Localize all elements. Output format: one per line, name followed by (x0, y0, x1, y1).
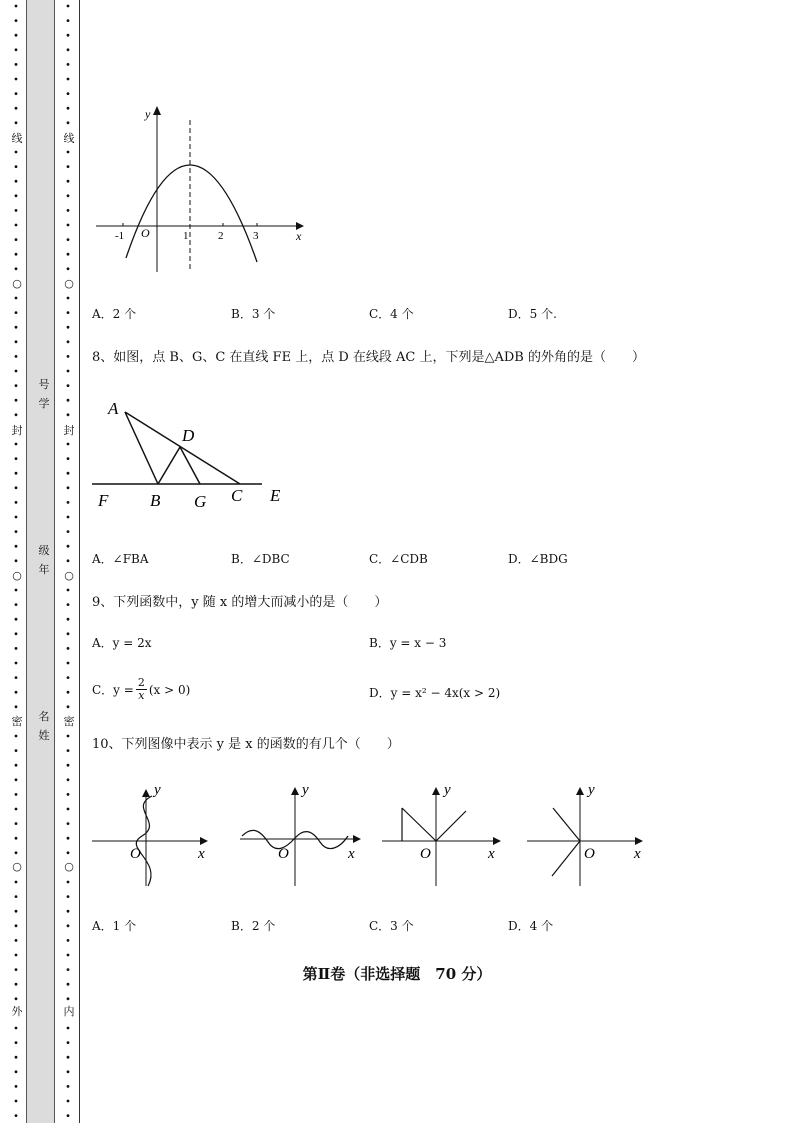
binding-dot (15, 107, 18, 110)
binding-dot (67, 63, 70, 66)
binding-dot (67, 1085, 70, 1088)
seal-mark-right-4: 内 (63, 1005, 75, 1018)
q10-graphs (90, 778, 650, 893)
binding-dot (67, 34, 70, 37)
binding-dot (67, 165, 70, 168)
binding-dot (67, 19, 70, 22)
binding-dot (67, 78, 70, 81)
binding-dot (67, 107, 70, 110)
q10-option-c: C．3 个 (369, 919, 414, 933)
binding-dot (15, 19, 18, 22)
binding-dot (15, 910, 18, 913)
field-char: 学 (38, 397, 50, 410)
binding-dot (15, 267, 18, 270)
field-char: 号 (38, 378, 50, 391)
point-label-e: E (270, 486, 281, 505)
binding-dot (67, 92, 70, 95)
binding-dot (15, 486, 18, 489)
point-label-f: F (98, 491, 109, 510)
binding-dot (67, 326, 70, 329)
binding-dot (15, 822, 18, 825)
q8-triangle-figure (92, 395, 302, 515)
binding-dot (15, 355, 18, 358)
binding-dot (67, 676, 70, 679)
seal-mark-left-3: 密 (11, 715, 23, 728)
binding-dot (67, 501, 70, 504)
binding-dot (15, 340, 18, 343)
graph-2 (240, 782, 361, 886)
binding-dot (67, 632, 70, 635)
binding-dot (67, 881, 70, 884)
binding-dot (15, 151, 18, 154)
binding-dot (15, 924, 18, 927)
binding-dot (67, 399, 70, 402)
binding-dot (15, 457, 18, 460)
field-char: 姓 (38, 729, 50, 742)
binding-dot (67, 121, 70, 124)
tick-label: -1 (115, 230, 125, 242)
binding-dot (15, 5, 18, 8)
circle-mark: ○ (62, 860, 76, 873)
binding-dot (15, 647, 18, 650)
binding-dot (15, 589, 18, 592)
binding-dot (15, 121, 18, 124)
binding-dot (67, 209, 70, 212)
binding-dot (15, 705, 18, 708)
binding-dot (67, 822, 70, 825)
binding-dot (15, 530, 18, 533)
binding-dot (67, 589, 70, 592)
q7-option-d: D．5 个. (508, 307, 557, 321)
binding-dot (67, 472, 70, 475)
binding-dot (15, 691, 18, 694)
q7-option-a: A．2 个 (92, 307, 137, 321)
binding-dot (15, 311, 18, 314)
binding-dot (67, 370, 70, 373)
q7-option-b: B．3 个 (231, 307, 276, 321)
origin-label: O (141, 226, 150, 240)
binding-dot (15, 370, 18, 373)
field-char: 年 (38, 563, 50, 576)
q8-question: 8、如图，点 B、G、C 在直线 FE 上，点 D 在线段 AC 上，下列是△ADB 的外角的是（ ） (92, 350, 645, 365)
binding-dot (67, 457, 70, 460)
binding-dot (67, 297, 70, 300)
binding-dot (67, 238, 70, 241)
seal-mark-right-2: 封 (63, 424, 75, 437)
binding-dot (15, 209, 18, 212)
binding-dot (15, 808, 18, 811)
binding-dot (15, 559, 18, 562)
binding-dot (67, 895, 70, 898)
binding-dot (67, 355, 70, 358)
q7-option-c: C．4 个 (369, 307, 414, 321)
binding-dot (67, 647, 70, 650)
binding-dot (15, 764, 18, 767)
binding-dot (67, 151, 70, 154)
binding-dot (15, 34, 18, 37)
graph-4 (527, 782, 643, 886)
circle-mark: ○ (62, 277, 76, 290)
seal-mark-left-1: 线 (11, 132, 23, 145)
binding-dot (67, 194, 70, 197)
binding-dot (15, 224, 18, 227)
q7-parabola-figure (92, 100, 312, 285)
o-label: O (584, 846, 595, 862)
field-char: 级 (38, 544, 50, 557)
point-label-b: B (150, 491, 161, 510)
binding-dot (67, 837, 70, 840)
q10-option-d: D．4 个 (508, 919, 554, 933)
binding-dot (67, 1070, 70, 1073)
binding-dot (15, 749, 18, 752)
seal-mark-left-4: 外 (11, 1005, 23, 1018)
fraction-numerator: 2 (137, 676, 145, 689)
binding-dot (15, 662, 18, 665)
binding-dot (15, 384, 18, 387)
binding-dot (67, 662, 70, 665)
q8-option-b: B．∠DBC (231, 552, 290, 566)
binding-dot (15, 501, 18, 504)
point-label-d: D (182, 426, 195, 445)
binding-dot (15, 78, 18, 81)
binding-dot (15, 603, 18, 606)
q9-option-a: A．y = 2x (92, 636, 152, 650)
binding-dot (67, 340, 70, 343)
binding-dot (67, 267, 70, 270)
binding-dot (15, 63, 18, 66)
binding-dot (67, 5, 70, 8)
binding-dot (67, 749, 70, 752)
binding-dot (15, 837, 18, 840)
binding-dot (15, 881, 18, 884)
x-label: x (488, 846, 495, 862)
y-label: y (444, 782, 451, 798)
binding-dot (67, 224, 70, 227)
binding-dot (15, 399, 18, 402)
binding-dot (15, 92, 18, 95)
binding-dot (67, 618, 70, 621)
q9-option-c-condition: (x > 0) (148, 682, 191, 697)
fraction-denominator: x (138, 689, 145, 702)
fraction (136, 677, 147, 702)
binding-dot (67, 603, 70, 606)
circle-mark: ○ (10, 569, 24, 582)
binding-dot (67, 778, 70, 781)
binding-dot (15, 1056, 18, 1059)
binding-dot (15, 238, 18, 241)
section-title: 第Ⅱ卷（非选择题 70 分） (302, 965, 492, 983)
o-label: O (278, 846, 289, 862)
seal-mark-left-2: 封 (11, 424, 23, 437)
binding-dot (67, 735, 70, 738)
binding-dot (67, 559, 70, 562)
binding-dot (67, 997, 70, 1000)
binding-dot (67, 384, 70, 387)
circle-mark: ○ (62, 569, 76, 582)
binding-dot (15, 1070, 18, 1073)
x-label: x (634, 846, 641, 862)
binding-dot (15, 1100, 18, 1103)
circle-mark: ○ (10, 277, 24, 290)
q8-option-a: A．∠FBA (92, 552, 149, 566)
binding-dot (67, 1056, 70, 1059)
binding-dot (67, 910, 70, 913)
binding-dot (67, 180, 70, 183)
binding-dot (67, 311, 70, 314)
binding-dot (15, 413, 18, 416)
field-name (37, 710, 51, 742)
binding-dot (15, 895, 18, 898)
binding-dot (15, 954, 18, 957)
binding-dot (67, 486, 70, 489)
binding-dot (15, 194, 18, 197)
point-label-g: G (194, 492, 207, 511)
graph-3 (382, 782, 501, 886)
seal-mark-right-3: 密 (63, 715, 75, 728)
binding-dot (67, 808, 70, 811)
binding-dot (15, 545, 18, 548)
binding-dot (15, 676, 18, 679)
binding-dot (67, 516, 70, 519)
binding-dot (67, 1100, 70, 1103)
x-label: x (348, 846, 355, 862)
x-label: x (198, 846, 205, 862)
seal-mark-right-1: 线 (63, 132, 75, 145)
q8-option-c: C．∠CDB (369, 552, 428, 566)
q10-option-b: B．2 个 (231, 919, 276, 933)
q9-option-c-prefix: C．y = (92, 683, 134, 697)
binding-dot (15, 253, 18, 256)
binding-dot (15, 1027, 18, 1030)
tick-label: 3 (253, 230, 259, 242)
binding-dot (15, 851, 18, 854)
q10-question: 10、下列图像中表示 y 是 x 的函数的有几个（ ） (92, 737, 400, 752)
binding-dot (15, 48, 18, 51)
q10-option-a: A．1 个 (92, 919, 137, 933)
tick-label: 1 (183, 230, 189, 242)
binding-dot (67, 705, 70, 708)
x-axis-label: x (296, 229, 302, 243)
binding-dot (67, 764, 70, 767)
binding-dot (67, 954, 70, 957)
binding-dot (67, 413, 70, 416)
binding-dot (15, 472, 18, 475)
binding-dot (67, 530, 70, 533)
binding-dot (15, 326, 18, 329)
binding-dot (15, 1041, 18, 1044)
point-label-c: C (231, 486, 243, 505)
binding-dot (15, 297, 18, 300)
graph-1 (92, 782, 208, 886)
point-label-a: A (108, 399, 119, 418)
binding-dot (67, 253, 70, 256)
tick-label: 2 (218, 230, 224, 242)
q9-option-d: D．y = x² − 4x(x > 2) (369, 686, 501, 700)
y-label: y (302, 782, 309, 798)
binding-dot (67, 545, 70, 548)
binding-dot (15, 632, 18, 635)
binding-dot (15, 778, 18, 781)
circle-mark: ○ (10, 860, 24, 873)
binding-dot (15, 443, 18, 446)
binding-dot (67, 793, 70, 796)
y-label: y (588, 782, 595, 798)
y-label: y (154, 782, 161, 798)
binding-dot (67, 851, 70, 854)
binding-dot (15, 997, 18, 1000)
q9-option-c (92, 677, 190, 702)
binding-dot (15, 735, 18, 738)
field-grade (37, 544, 51, 576)
o-label: O (130, 846, 141, 862)
binding-dot (15, 1085, 18, 1088)
binding-dot (15, 1114, 18, 1117)
y-axis-label: y (145, 107, 151, 121)
binding-dot (67, 1041, 70, 1044)
o-label: O (420, 846, 431, 862)
binding-dot (67, 924, 70, 927)
q9-option-b: B．y = x − 3 (369, 636, 447, 650)
binding-dot (15, 516, 18, 519)
binding-dot (67, 939, 70, 942)
field-student-number (37, 378, 51, 410)
q9-question: 9、下列函数中，y 随 x 的增大而减小的是（ ） (92, 595, 388, 610)
binding-dot (67, 443, 70, 446)
binding-dot (67, 1027, 70, 1030)
q8-option-d: D．∠BDG (508, 552, 568, 566)
binding-dot (15, 165, 18, 168)
binding-dot (67, 691, 70, 694)
field-char: 名 (38, 710, 50, 723)
binding-dot (15, 939, 18, 942)
binding-dot (15, 793, 18, 796)
binding-dot (15, 618, 18, 621)
binding-dot (67, 48, 70, 51)
binding-dot (67, 1114, 70, 1117)
binding-dot (15, 180, 18, 183)
